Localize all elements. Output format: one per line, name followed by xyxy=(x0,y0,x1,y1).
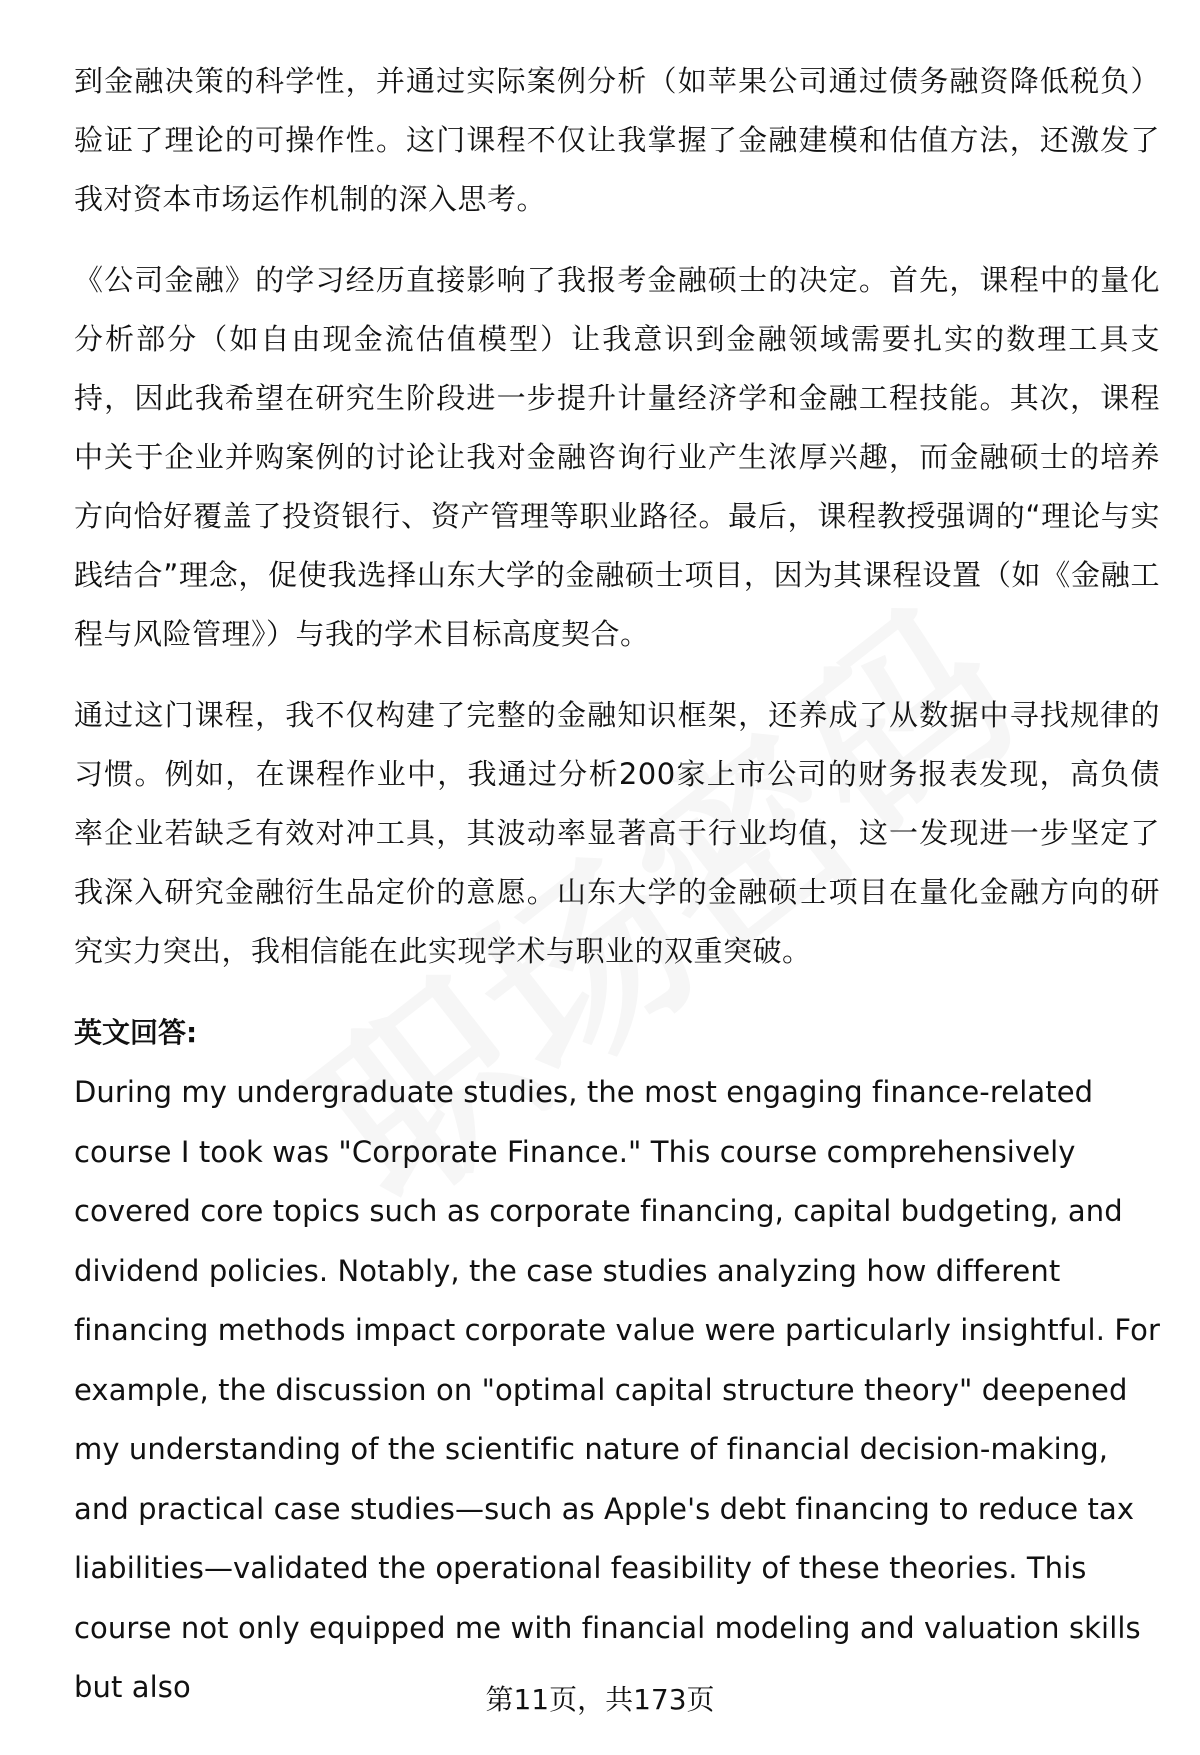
paragraph-cn-1: 到金融决策的科学性，并通过实际案例分析（如苹果公司通过债务融资降低税负）验证了理论的可操作性。这门课程不仅让我掌握了金融建模和估值方法，还激发了我对资本市场运作机制的深入思考。 xyxy=(74,64,1160,216)
paragraph-cn-3: 通过这门课程，我不仅构建了完整的金融知识框架，还养成了从数据中寻找规律的习惯。例如，在课程作业中，我通过分析200家上市公司的财务报表发现，高负债率企业若缺乏有效对冲工具，其波动率显著高于行业均值，这一发现进一步坚定了我深入研究金融衍生品定价的意愿。山东大学的金融硕士项目在量化金融方向的研究实力突出，我相信能在此实现学术与职业的双重突破。 xyxy=(74,698,1160,968)
paragraph-en: During my undergraduate studies, the most engaging finance-related course I took was "Corporate Finance." This course comprehensively covered core topics such as corporate financing, capital budgeting, and dividend policies. Notably, the case studies analyzing how different financing methods impact corporate value were particularly insightful. For example, the discussion on "optimal capital structure theory" deepened my understanding of the scientific nature of financial decision-making, and practical case studies—such as Apple's debt financing to reduce tax liabilities—validated the operational feasibility of these theories. This course not only equipped me with financial modeling and valuation skills but also xyxy=(74,1075,1160,1704)
english-answer-heading: 英文回答: xyxy=(74,1016,198,1049)
paragraph-cn-2: 《公司金融》的学习经历直接影响了我报考金融硕士的决定。首先，课程中的量化分析部分（如自由现金流估值模型）让我意识到金融领域需要扎实的数理工具支持，因此我希望在研究生阶段进一步提升计量经济学和金融工程技能。其次，课程中关于企业并购案例的讨论让我对金融咨询行业产生浓厚兴趣，而金融硕士的培养方向恰好覆盖了投资银行、资产管理等职业路径。最后，课程教授强调的“理论与实践结合”理念，促使我选择山东大学的金融硕士项目，因为其课程设置（如《金融工程与风险管理》）与我的学术目标高度契合。 xyxy=(74,263,1160,651)
document-body xyxy=(74,52,1160,1718)
page-number-footer: 第11页，共173页 xyxy=(485,1683,715,1716)
